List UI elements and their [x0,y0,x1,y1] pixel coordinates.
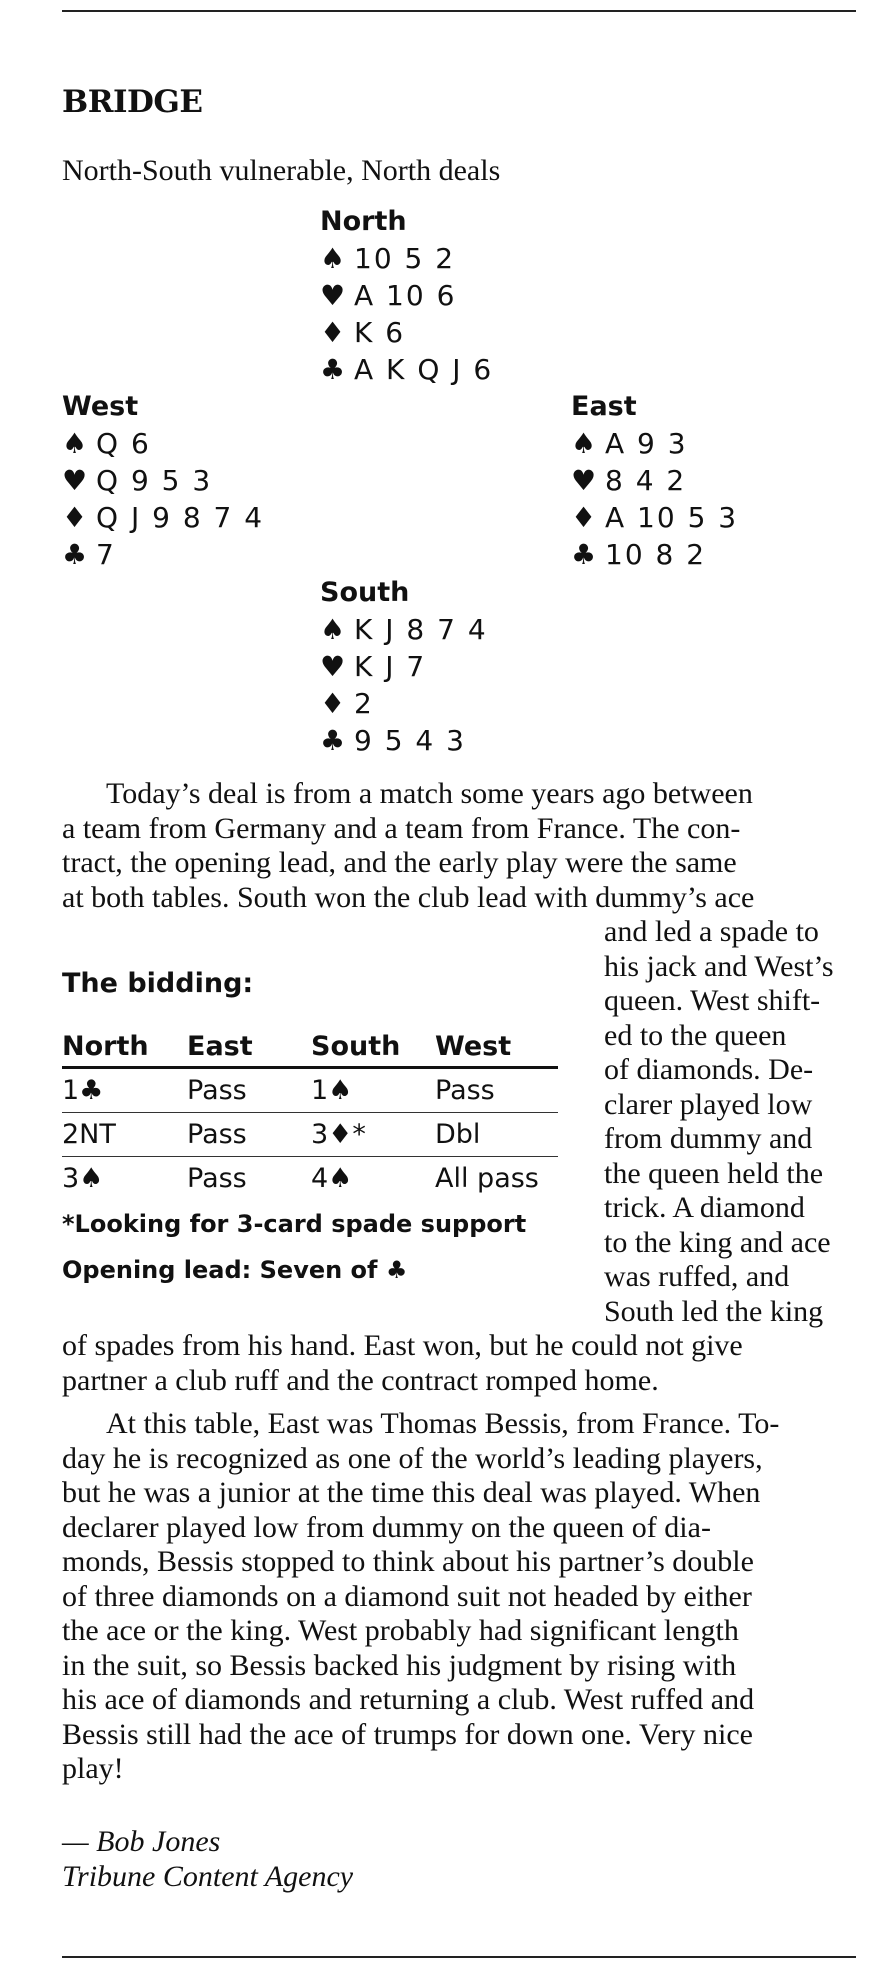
spades-row [320,611,488,648]
text-line: day he is recognized as one of the world’s leading players, [62,1441,763,1475]
text-line: his ace of diamonds and returning a club. West ruffed and [62,1683,755,1716]
diamonds-cards: A 10 5 3 [605,501,739,534]
diamond-icon: ♦ [62,501,88,534]
spade-icon: ♠ [62,427,88,460]
deal-conditions: North-South vulnerable, North deals [62,154,501,187]
text-line: the ace or the king. West probably had significant length [62,1614,739,1647]
agency-name: Tribune Content Agency [62,1860,354,1893]
clubs-cards: 10 8 2 [605,538,707,571]
clubs-row [571,536,738,573]
text-line: monds, Bessis stopped to think about his partner’s double [62,1545,754,1578]
text-line: trick. A diamond [604,1191,805,1224]
text-line: the queen held the [604,1156,824,1190]
club-icon: ♣ [320,353,346,386]
bid-cell: Pass [187,1163,247,1194]
bid-cell: 4♠ [311,1163,353,1194]
text-line: Today’s deal is from a match some years ago between [106,777,753,810]
text-line: a team from Germany and a team from France. The con- [62,811,741,845]
hearts-cards: 8 4 2 [605,464,687,497]
spades-cards: A 9 3 [605,427,688,460]
bottom-rule [62,1956,856,1958]
bid-cell: 1♣ [62,1068,187,1113]
clubs-cards: 7 [96,538,116,571]
byline [62,1824,353,1894]
text-line: partner a club ruff and the contract romped home. [62,1363,659,1397]
clubs-cards: 9 5 4 3 [354,724,466,757]
hand-name: East [571,391,637,422]
article-paragraph-1-wrap [604,915,864,1329]
text-line: was ruffed, and [604,1260,790,1293]
text-line: of spades from his hand. East won, but he could not give [62,1329,743,1362]
spades-row [571,425,738,462]
spade-icon: ♠ [571,427,597,460]
clubs-cards: A K Q J 6 [354,353,494,386]
bid-cell: 2NT [62,1113,187,1157]
hand-east [571,388,738,573]
heart-icon: ♥ [320,650,346,683]
heart-icon: ♥ [571,464,597,497]
table-row [62,1113,558,1157]
hearts-cards: K J 7 [354,650,427,683]
bid-cell: 1♠ [311,1068,435,1113]
bid-cell: Dbl [435,1113,558,1157]
clubs-row [320,722,488,759]
spades-cards: K J 8 7 4 [354,613,488,646]
bidding-title: The bidding: [62,968,254,999]
spade-icon: ♠ [320,613,346,646]
hearts-row [62,462,264,499]
column-header: East [187,1026,311,1068]
text-line: Bessis still had the ace of trumps for down one. Very nice [62,1717,753,1751]
article-paragraph-2 [62,1407,862,1787]
diamonds-row [320,685,488,722]
spades-row [320,240,493,277]
bidding-note: *Looking for 3-card spade support [62,1210,527,1238]
article-paragraph-1 [62,777,862,915]
bid-cell: 3♦* [311,1113,435,1157]
hearts-row [571,462,738,499]
text-line: of diamonds. De- [604,1053,814,1086]
hearts-row [320,648,488,685]
diamonds-cards: K 6 [354,316,406,349]
diamonds-cards: Q J 9 8 7 4 [96,501,265,534]
diamond-icon: ♦ [320,316,346,349]
hearts-row [320,277,493,314]
spades-cards: Q 6 [96,427,151,460]
diamonds-row [320,314,493,351]
bidding-box [62,968,558,1284]
author-name: — Bob Jones [62,1825,221,1858]
hearts-cards: A 10 6 [354,279,457,312]
club-icon: ♣ [62,538,88,571]
text-line: to the king and ace [604,1225,831,1259]
text-line: At this table, East was Thomas Bessis, from France. To- [106,1407,780,1440]
column-title: BRIDGE [62,84,203,120]
text-line: clarer played low [604,1087,813,1121]
clubs-row [320,351,493,388]
bid-cell: Pass [187,1113,311,1157]
table-row [62,1157,558,1201]
hand-south [320,574,488,759]
text-line: and led a spade to [604,915,819,948]
bid-cell: Pass [435,1068,558,1113]
article-paragraph-1-end [62,1329,862,1398]
heart-icon: ♥ [62,464,88,497]
club-icon: ♣ [320,724,346,757]
text-line: of three diamonds on a diamond suit not headed by either [62,1579,752,1613]
table-row [62,1068,558,1113]
hand-north [320,203,493,388]
diamonds-cards: 2 [354,687,374,720]
text-line: queen. West shift- [604,984,821,1017]
bid-cell: 3♠ [62,1163,104,1194]
text-line: declarer played low from dummy on the queen of dia- [62,1510,711,1544]
text-line: his jack and West’s [604,949,834,983]
hand-west [62,388,264,573]
text-line: at both tables. South won the club lead with dummy’s ace [62,880,755,914]
text-line: South led the king [604,1294,824,1328]
hand-name: South [320,577,410,608]
diamond-icon: ♦ [320,687,346,720]
column-header: South [311,1026,435,1068]
bid-cell: All pass [435,1163,539,1194]
text-line: from dummy and [604,1122,813,1155]
bid-cell: Pass [187,1068,311,1113]
clubs-row [62,536,264,573]
bidding-table [62,1026,558,1200]
text-line: play! [62,1752,124,1785]
opening-lead: Opening lead: Seven of ♣ [62,1256,408,1284]
bidding-header-row [62,1026,558,1068]
hand-name: West [62,391,139,422]
club-icon: ♣ [571,538,597,571]
diamonds-row [62,499,264,536]
column-header: West [435,1026,558,1068]
spades-cards: 10 5 2 [354,242,456,275]
diamond-icon: ♦ [571,501,597,534]
text-line: tract, the opening lead, and the early play were the same [62,846,737,879]
hand-name: North [320,206,407,237]
diamonds-row [571,499,738,536]
column-header: North [62,1026,187,1068]
top-rule [62,10,856,12]
text-line: ed to the queen [604,1018,787,1052]
spades-row [62,425,264,462]
spade-icon: ♠ [320,242,346,275]
heart-icon: ♥ [320,279,346,312]
hearts-cards: Q 9 5 3 [96,464,213,497]
text-line: in the suit, so Bessis backed his judgment by rising with [62,1648,737,1682]
text-line: but he was a junior at the time this deal was played. When [62,1476,761,1509]
